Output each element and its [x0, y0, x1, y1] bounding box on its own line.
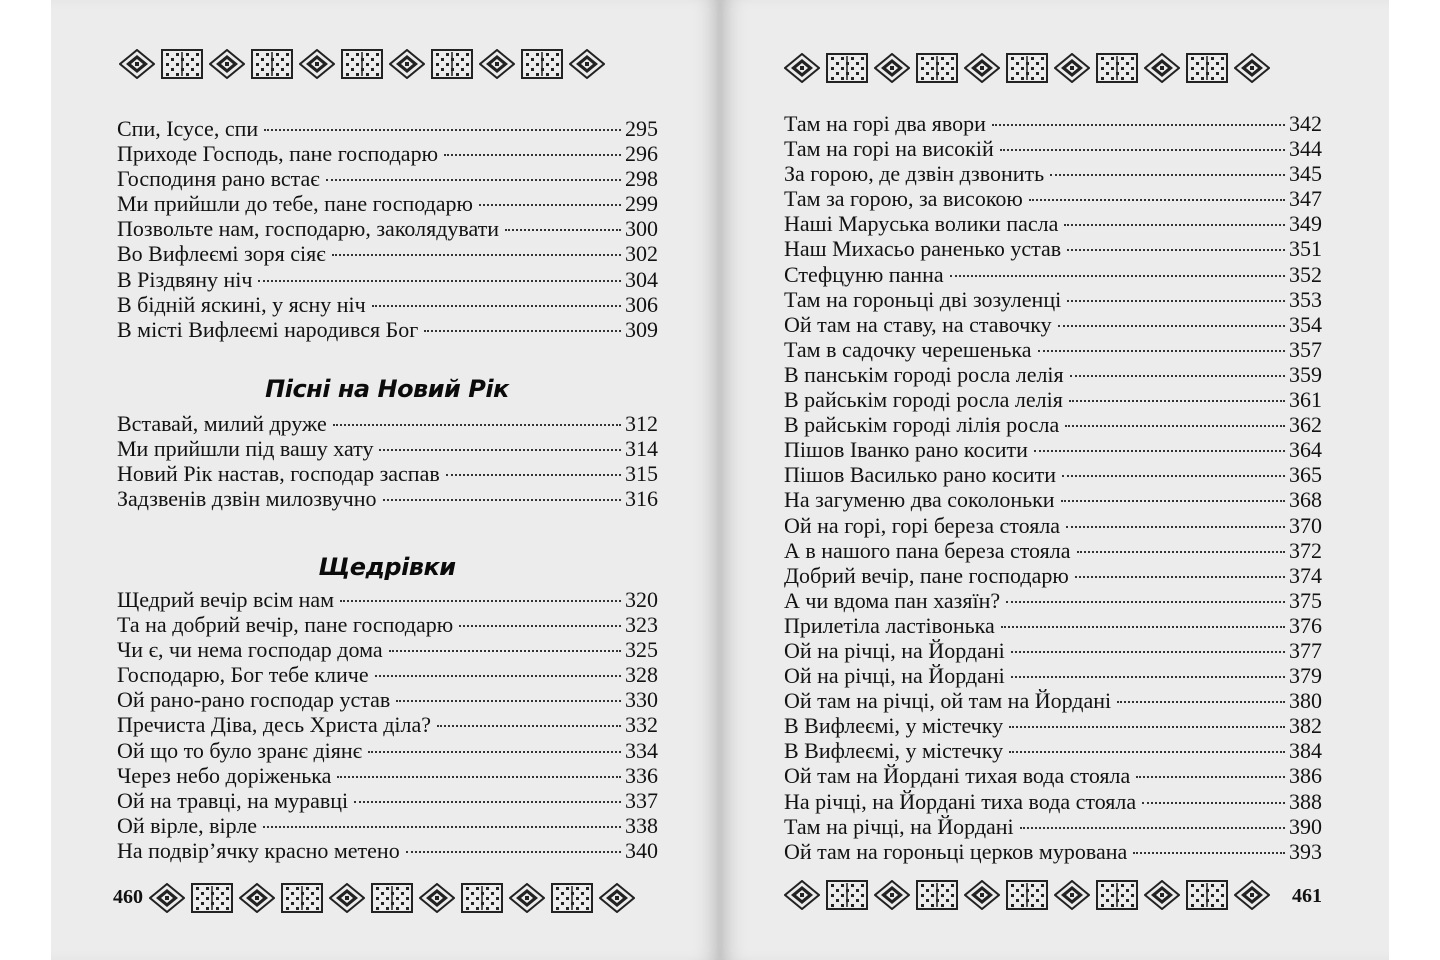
- entry-page-number: 340: [625, 837, 658, 863]
- toc-entry: [117, 788, 658, 813]
- entry-title: Там на гороньці дві зозуленці: [784, 286, 1062, 312]
- ornament-medallion-icon: [599, 883, 635, 913]
- ornament-medallion-icon: [569, 49, 605, 79]
- entry-title: Через небо доріженька: [117, 762, 332, 788]
- toc-entry: [117, 267, 658, 292]
- entry-title: За горою, де дзвін дзвонить: [784, 161, 1045, 187]
- entry-page-number: 390: [1289, 813, 1322, 839]
- toc-entry: [117, 141, 658, 166]
- ornament-medallion-icon: [209, 49, 245, 79]
- dot-leader: [375, 675, 621, 677]
- dot-leader: [1034, 450, 1285, 452]
- ornament-panel-icon: [281, 883, 323, 913]
- left-page: [51, 0, 720, 960]
- toc-entry: [784, 839, 1322, 864]
- dot-leader: [332, 254, 621, 256]
- entry-title: В Вифлеємі, у містечку: [784, 738, 1004, 764]
- entry-page-number: 300: [625, 216, 658, 242]
- entry-title: Ой вірле, вірле: [117, 812, 258, 838]
- dot-leader: [479, 204, 621, 206]
- entry-page-number: 388: [1289, 788, 1322, 814]
- dot-leader: [1075, 576, 1285, 578]
- toc-entry: [784, 563, 1322, 588]
- entry-title: Ой там на гороньці церков мурована: [784, 838, 1128, 864]
- entry-page-number: 384: [1289, 738, 1322, 764]
- entry-title: Ой там на річці, ой там на Йордані: [784, 688, 1112, 714]
- entry-page-number: 314: [625, 436, 658, 462]
- entry-title: Позвольте нам, господарю, заколядувати: [117, 216, 500, 242]
- entry-page-number: 323: [625, 612, 658, 638]
- entry-title: В панськім городі росла лелія: [784, 361, 1064, 387]
- ornament-panel-icon: [251, 49, 293, 79]
- entry-title: Та на добрий вечір, пане господарю: [117, 612, 454, 638]
- entry-page-number: 379: [1289, 663, 1322, 689]
- dot-leader: [1062, 475, 1285, 477]
- ornament-panel-icon: [191, 883, 233, 913]
- dot-leader: [1117, 701, 1285, 703]
- ornament-medallion-icon: [964, 53, 1000, 83]
- toc-list-shchedrivky: [117, 587, 658, 863]
- entry-page-number: 325: [625, 637, 658, 663]
- toc-entry: [784, 337, 1322, 362]
- entry-title: Приходе Господь, пане господарю: [117, 141, 439, 167]
- entry-page-number: 359: [1289, 361, 1322, 387]
- entry-page-number: 364: [1289, 437, 1322, 463]
- toc-entry: [784, 688, 1322, 713]
- entry-page-number: 330: [625, 687, 658, 713]
- dot-leader: [505, 229, 621, 231]
- entry-page-number: 320: [625, 587, 658, 612]
- dot-leader: [326, 179, 621, 181]
- entry-page-number: 354: [1289, 311, 1322, 337]
- entry-page-number: 328: [625, 662, 658, 688]
- ornament-medallion-icon: [299, 49, 335, 79]
- dot-leader: [1142, 802, 1285, 804]
- toc-entry: [117, 461, 658, 486]
- ornament-medallion-icon: [149, 883, 185, 913]
- toc-entry: [784, 362, 1322, 387]
- entry-title: В бідній яскині, у ясну ніч: [117, 291, 366, 317]
- dot-leader: [437, 725, 621, 727]
- entry-title: Новий Рік настав, господар заспав: [117, 461, 440, 487]
- entry-title: А в нашого пана береза стояла: [784, 537, 1071, 563]
- ornament-panel-icon: [521, 49, 563, 79]
- toc-entry: [784, 412, 1322, 437]
- toc-entry: [117, 191, 658, 216]
- entry-page-number: 315: [625, 461, 658, 487]
- entry-page-number: 304: [625, 266, 658, 292]
- dot-leader: [459, 625, 621, 627]
- ornament-panel-icon: [916, 53, 958, 83]
- entry-title: На подвір’ячку красно метено: [117, 837, 400, 863]
- entry-page-number: 361: [1289, 387, 1322, 413]
- ornament-medallion-icon: [964, 880, 1000, 910]
- entry-page-number: 393: [1289, 838, 1322, 864]
- ornament-border-bottom: [784, 878, 1270, 912]
- entry-page-number: 365: [1289, 462, 1322, 488]
- ornament-panel-icon: [1006, 880, 1048, 910]
- entry-page-number: 380: [1289, 688, 1322, 714]
- entry-page-number: 342: [1289, 111, 1322, 136]
- ornament-medallion-icon: [419, 883, 455, 913]
- entry-title: Ой на травці, на муравці: [117, 787, 349, 813]
- entry-page-number: 352: [1289, 261, 1322, 287]
- entry-title: Ми прийшли під вашу хату: [117, 436, 374, 462]
- toc-list-carols: [117, 116, 658, 342]
- entry-page-number: 382: [1289, 713, 1322, 739]
- ornament-border-bottom: [149, 881, 635, 915]
- dot-leader: [333, 424, 621, 426]
- ornament-medallion-icon: [874, 53, 910, 83]
- entry-title: В райськім городі лілія росла: [784, 412, 1060, 438]
- ornament-medallion-icon: [1234, 53, 1270, 83]
- toc-entry: [784, 513, 1322, 538]
- dot-leader: [1011, 651, 1285, 653]
- entry-title: Пречиста Діва, десь Христа діла?: [117, 712, 432, 738]
- toc-entry: [117, 738, 658, 763]
- ornament-medallion-icon: [329, 883, 365, 913]
- toc-entry: [784, 287, 1322, 312]
- dot-leader: [424, 330, 621, 332]
- ornament-medallion-icon: [1144, 880, 1180, 910]
- toc-entry: [784, 111, 1322, 136]
- dot-leader: [1009, 751, 1285, 753]
- entry-page-number: 376: [1289, 612, 1322, 638]
- entry-title: На річці, на Йордані тиха вода стояла: [784, 788, 1137, 814]
- entry-title: Ой рано-рано господар устав: [117, 687, 391, 713]
- entry-page-number: 345: [1289, 161, 1322, 187]
- toc-entry: [784, 763, 1322, 788]
- dot-leader: [1009, 726, 1285, 728]
- entry-page-number: 347: [1289, 186, 1322, 212]
- toc-entry: [784, 262, 1322, 287]
- ornament-panel-icon: [1186, 880, 1228, 910]
- dot-leader: [1000, 149, 1285, 151]
- entry-title: Ой там на ставу, на ставочку: [784, 311, 1052, 337]
- entry-page-number: 372: [1289, 537, 1322, 563]
- toc-entry: [784, 312, 1322, 337]
- entry-title: Ой на річці, на Йордані: [784, 637, 1005, 663]
- entry-title: Добрий вечір, пане господарю: [784, 562, 1069, 588]
- dot-leader: [1066, 526, 1285, 528]
- dot-leader: [950, 275, 1285, 277]
- toc-entry: [784, 713, 1322, 738]
- entry-title: Ой на горі, горі береза стояла: [784, 512, 1061, 538]
- ornament-panel-icon: [1096, 880, 1138, 910]
- ornament-medallion-icon: [239, 883, 275, 913]
- entry-page-number: 298: [625, 166, 658, 192]
- dot-leader: [446, 474, 621, 476]
- toc-entry: [117, 486, 658, 511]
- toc-list-new-year: [117, 411, 658, 511]
- dot-leader: [396, 700, 621, 702]
- entry-page-number: 337: [625, 787, 658, 813]
- section-heading-new-year: Пісні на Новий Рік: [265, 375, 509, 403]
- entry-title: Пішов Іванко рано косити: [784, 437, 1028, 463]
- dot-leader: [1029, 199, 1285, 201]
- dot-leader: [383, 499, 622, 501]
- toc-entry: [784, 487, 1322, 512]
- dot-leader: [992, 124, 1285, 126]
- toc-entry: [784, 437, 1322, 462]
- dot-leader: [1070, 375, 1285, 377]
- toc-entry: [117, 292, 658, 317]
- entry-title: Наш Михасьо раненько устав: [784, 236, 1062, 262]
- entry-page-number: 351: [1289, 236, 1322, 262]
- dot-leader: [1133, 852, 1285, 854]
- entry-page-number: 338: [625, 812, 658, 838]
- entry-page-number: 377: [1289, 637, 1322, 663]
- toc-entry: [784, 136, 1322, 161]
- entry-title: В Вифлеємі, у містечку: [784, 713, 1004, 739]
- entry-page-number: 370: [1289, 512, 1322, 538]
- entry-page-number: 344: [1289, 136, 1322, 162]
- ornament-medallion-icon: [1054, 53, 1090, 83]
- ornament-panel-icon: [551, 883, 593, 913]
- right-page: [720, 0, 1389, 960]
- entry-title: Чи є, чи нема господар дома: [117, 637, 383, 663]
- toc-entry: [784, 613, 1322, 638]
- entry-title: Вставай, милий друже: [117, 411, 327, 436]
- dot-leader: [1020, 827, 1285, 829]
- toc-entry: [117, 687, 658, 712]
- dot-leader: [1001, 626, 1285, 628]
- dot-leader: [1067, 249, 1285, 251]
- entry-title: Господарю, Бог тебе кличе: [117, 662, 369, 688]
- dot-leader: [1011, 676, 1285, 678]
- ornament-panel-icon: [371, 883, 413, 913]
- toc-entry: [784, 814, 1322, 839]
- ornament-panel-icon: [1006, 53, 1048, 83]
- toc-entry: [117, 662, 658, 687]
- entry-title: Ми прийшли до тебе, пане господарю: [117, 191, 473, 217]
- section-heading-shchedrivky: Щедрівки: [318, 553, 456, 581]
- ornament-medallion-icon: [1144, 53, 1180, 83]
- dot-leader: [372, 305, 621, 307]
- toc-entry: [117, 411, 658, 436]
- entry-title: А чи вдома пан хазяїн?: [784, 587, 1001, 613]
- dot-leader: [264, 129, 621, 131]
- entry-page-number: 299: [625, 191, 658, 217]
- toc-entry: [117, 317, 658, 342]
- toc-entry: [117, 838, 658, 863]
- ornament-panel-icon: [916, 880, 958, 910]
- page-number: 460: [113, 886, 143, 908]
- toc-entry: [784, 738, 1322, 763]
- entry-title: В місті Вифлеємі народився Бог: [117, 316, 419, 342]
- dot-leader: [354, 801, 621, 803]
- toc-entry: [784, 387, 1322, 412]
- entry-page-number: 374: [1289, 562, 1322, 588]
- page-number: 461: [1292, 885, 1322, 907]
- dot-leader: [340, 600, 621, 602]
- toc-entry: [784, 211, 1322, 236]
- entry-page-number: 368: [1289, 487, 1322, 513]
- toc-entry: [117, 166, 658, 191]
- entry-title: Стефцуню панна: [784, 261, 944, 287]
- ornament-panel-icon: [161, 49, 203, 79]
- entry-title: В райськім городі росла лелія: [784, 387, 1063, 413]
- dot-leader: [1058, 325, 1285, 327]
- ornament-panel-icon: [826, 880, 868, 910]
- entry-title: Ой на річці, на Йордані: [784, 663, 1005, 689]
- toc-entry: [784, 462, 1322, 487]
- toc-entry: [784, 538, 1322, 563]
- entry-page-number: 306: [625, 291, 658, 317]
- toc-entry: [117, 216, 658, 241]
- entry-title: Ой що то було зранє діянє: [117, 737, 363, 763]
- dot-leader: [1136, 776, 1285, 778]
- entry-page-number: 332: [625, 712, 658, 738]
- entry-page-number: 334: [625, 737, 658, 763]
- toc-entry: [117, 813, 658, 838]
- toc-entry: [117, 241, 658, 266]
- ornament-medallion-icon: [1234, 880, 1270, 910]
- ornament-panel-icon: [461, 883, 503, 913]
- entry-title: Там на горі на високій: [784, 136, 994, 162]
- dot-leader: [337, 776, 621, 778]
- entry-page-number: 302: [625, 241, 658, 267]
- ornament-medallion-icon: [389, 49, 425, 79]
- dot-leader: [1065, 425, 1285, 427]
- dot-leader: [1077, 551, 1286, 553]
- entry-title: Там в садочку черешенька: [784, 336, 1032, 362]
- dot-leader: [406, 851, 621, 853]
- entry-title: Там на річці, на Йордані: [784, 813, 1014, 839]
- entry-title: Господиня рано встає: [117, 166, 320, 192]
- ornament-border-top: [119, 47, 605, 81]
- entry-title: Прилетіла ластівонька: [784, 612, 995, 638]
- entry-title: В Різдвяну ніч: [117, 266, 253, 292]
- dot-leader: [1050, 174, 1285, 176]
- toc-entry: [784, 588, 1322, 613]
- toc-entry: [784, 789, 1322, 814]
- dot-leader: [444, 154, 621, 156]
- entry-title: Задзвенів дзвін милозвучно: [117, 486, 377, 512]
- entry-title: Там за горою, за високою: [784, 186, 1023, 212]
- ornament-medallion-icon: [509, 883, 545, 913]
- ornament-panel-icon: [431, 49, 473, 79]
- ornament-medallion-icon: [119, 49, 155, 79]
- toc-entry: [117, 612, 658, 637]
- ornament-medallion-icon: [874, 880, 910, 910]
- ornament-panel-icon: [341, 49, 383, 79]
- dot-leader: [368, 751, 621, 753]
- toc-entry: [117, 587, 658, 612]
- dot-leader: [1038, 350, 1285, 352]
- toc-entry: [784, 186, 1322, 211]
- toc-entry: [784, 236, 1322, 261]
- dot-leader: [1069, 400, 1285, 402]
- ornament-medallion-icon: [784, 880, 820, 910]
- entry-title: Щедрий вечір всім нам: [117, 587, 335, 612]
- toc-entry: [117, 763, 658, 788]
- dot-leader: [1061, 500, 1285, 502]
- entry-title: Спи, Ісусе, спи: [117, 116, 259, 141]
- entry-page-number: 312: [625, 411, 658, 436]
- entry-page-number: 349: [1289, 211, 1322, 237]
- entry-page-number: 375: [1289, 587, 1322, 613]
- dot-leader: [389, 650, 621, 652]
- toc-list-shchedrivky-continued: [784, 111, 1322, 864]
- ornament-panel-icon: [826, 53, 868, 83]
- dot-leader: [263, 826, 621, 828]
- dot-leader: [258, 280, 621, 282]
- toc-entry: [784, 638, 1322, 663]
- entry-title: Там на горі два явори: [784, 111, 986, 136]
- ornament-medallion-icon: [479, 49, 515, 79]
- entry-page-number: 362: [1289, 412, 1322, 438]
- entry-page-number: 316: [625, 486, 658, 512]
- entry-title: Пішов Василько рано косити: [784, 462, 1056, 488]
- entry-title: На загуменю два соколоньки: [784, 487, 1055, 513]
- entry-page-number: 386: [1289, 763, 1322, 789]
- entry-page-number: 357: [1289, 336, 1322, 362]
- ornament-border-top: [784, 51, 1270, 85]
- ornament-panel-icon: [1186, 53, 1228, 83]
- ornament-medallion-icon: [1054, 880, 1090, 910]
- toc-entry: [117, 712, 658, 737]
- ornament-panel-icon: [1096, 53, 1138, 83]
- toc-entry: [117, 637, 658, 662]
- toc-entry: [784, 161, 1322, 186]
- entry-title: Ой там на Йордані тихая вода стояла: [784, 763, 1131, 789]
- entry-page-number: 336: [625, 762, 658, 788]
- dot-leader: [1067, 300, 1285, 302]
- dot-leader: [1006, 601, 1285, 603]
- entry-page-number: 309: [625, 316, 658, 342]
- entry-page-number: 353: [1289, 286, 1322, 312]
- entry-title: Наші Маруська волики пасла: [784, 211, 1059, 237]
- entry-title: Во Вифлеємі зоря сіяє: [117, 241, 326, 267]
- toc-entry: [117, 436, 658, 461]
- dot-leader: [379, 449, 621, 451]
- dot-leader: [1064, 224, 1285, 226]
- entry-page-number: 295: [625, 116, 658, 141]
- toc-entry: [784, 663, 1322, 688]
- ornament-medallion-icon: [784, 53, 820, 83]
- entry-page-number: 296: [625, 141, 658, 167]
- toc-entry: [117, 116, 658, 141]
